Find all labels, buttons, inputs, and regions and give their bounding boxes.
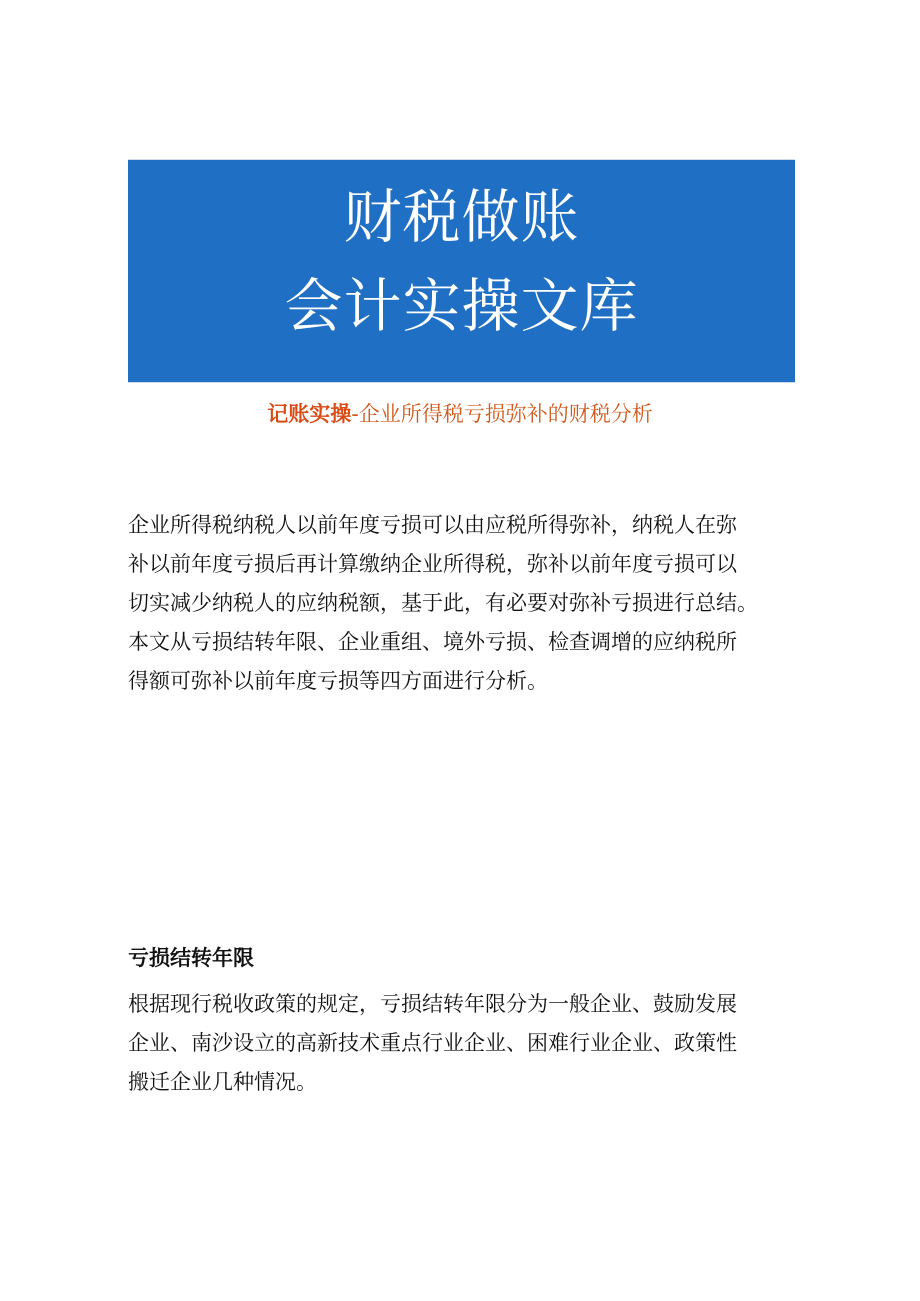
intro-line: 切实减少纳税人的应纳税额，基于此，有必要对弥补亏损进行总结。: [128, 591, 758, 615]
intro-line: 得额可弥补以前年度亏损等四方面进行分析。: [128, 669, 548, 693]
section-line: 企业、南沙设立的高新技术重点行业企业、困难行业企业、政策性: [128, 1031, 737, 1055]
article-subtitle: [0, 398, 920, 430]
intro-line: 本文从亏损结转年限、企业重组、境外亏损、检查调增的应纳税所: [128, 630, 737, 654]
banner-title-line-1: 财税做账: [343, 183, 580, 251]
banner-title-line-2: 会计实操文库: [284, 272, 639, 340]
intro-line: 补以前年度亏损后再计算缴纳企业所得税，弥补以前年度亏损可以: [128, 552, 737, 576]
subtitle-prefix: 记账实操: [267, 402, 352, 426]
section-line: 根据现行税收政策的规定，亏损结转年限分为一般企业、鼓励发展: [128, 992, 737, 1016]
subtitle-text: -企业所得税亏损弥补的财税分析: [351, 402, 653, 426]
section-paragraph: [128, 985, 798, 1102]
section-heading: 亏损结转年限: [128, 946, 254, 970]
intro-paragraph: [128, 506, 798, 701]
intro-line: 企业所得税纳税人以前年度亏损可以由应税所得弥补，纳税人在弥: [128, 513, 737, 537]
title-banner: [128, 159, 795, 383]
section-line: 搬迁企业几种情况。: [128, 1070, 317, 1094]
